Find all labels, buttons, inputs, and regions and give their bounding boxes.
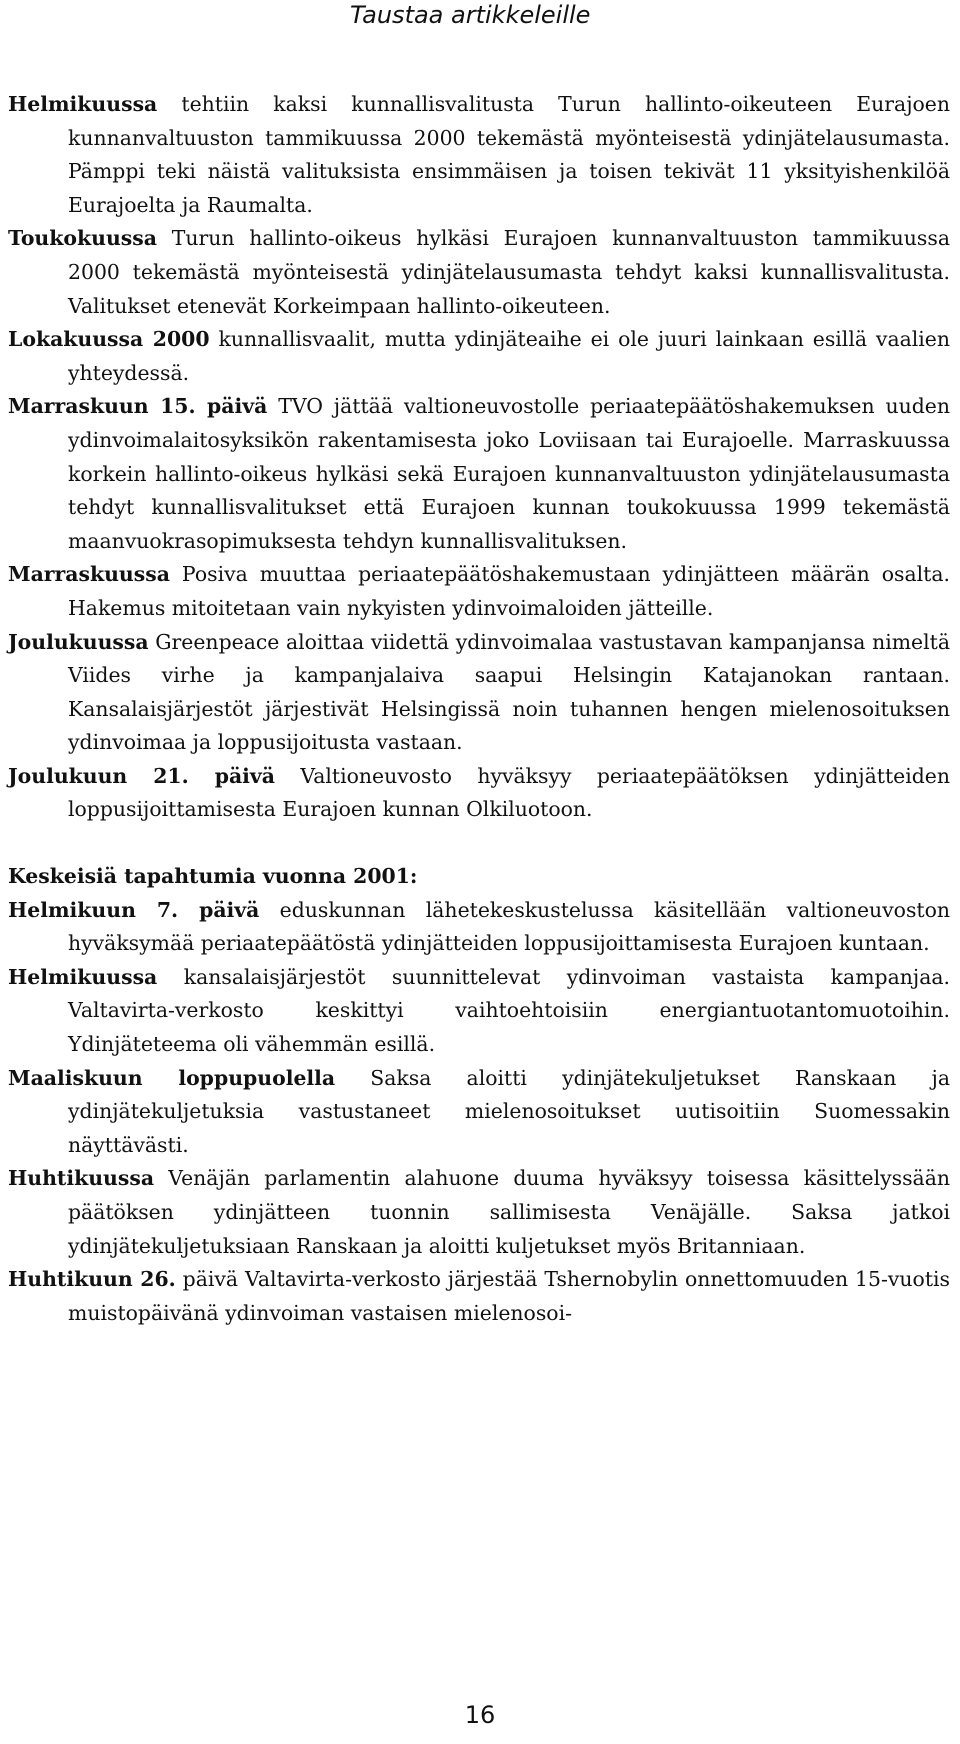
entry-text: Valtioneuvosto hyväksyy periaatepäätöksen ydinjätteiden loppusijoittamisesta Eurajoen kunnan Olkiluotoon. xyxy=(68,763,950,822)
timeline-entry xyxy=(8,1062,950,1163)
entry-date: Joulukuun 21. päivä xyxy=(8,763,275,788)
entry-date: Marraskuun 15. päivä xyxy=(8,394,268,419)
timeline-entry xyxy=(8,894,950,961)
timeline-entry xyxy=(8,88,950,222)
section-header: Taustaa artikkeleille xyxy=(350,1,591,29)
timeline-entry xyxy=(8,558,950,625)
timeline-entry xyxy=(8,1263,950,1330)
entry-date: Huhtikuussa xyxy=(8,1166,155,1191)
entry-date: Huhtikuun 26. xyxy=(8,1267,176,1292)
timeline-entry xyxy=(8,626,950,760)
entry-text: Posiva muuttaa periaatepäätöshakemustaan ydinjätteen määrän osalta. Hakemus mitoitetaan vain nykyisten ydinvoimaloiden jätteille. xyxy=(68,562,950,620)
timeline-entry xyxy=(8,222,950,323)
entry-text: Turun hallinto-oikeus hylkäsi Eurajoen kunnanvaltuuston tammikuussa 2000 tekemästä myönteisestä ydinjätelausumasta tehdyt kaksi kunnallisvalitusta. Valitukset etenevät Korkeimpaan hallinto-oikeuteen. xyxy=(68,226,950,318)
entry-date: Helmikuun 7. päivä xyxy=(8,897,260,922)
timeline-entry xyxy=(8,760,950,827)
entry-date: Joulukuussa xyxy=(8,629,149,654)
timeline-entry xyxy=(8,1162,950,1263)
entry-date: Maaliskuun loppupuolella xyxy=(8,1065,336,1090)
entry-text: TVO jättää valtioneuvostolle periaatepäätöshakemuksen uuden ydinvoimalaitosyksikön rakentamisesta joko Loviisaan tai Eurajoelle. Marraskuussa korkein hallinto-oikeus hylkäsi sekä Eurajoen kunnanvaltuuston ydinjätelausumasta tehdyt kunnallisvalitukset että Eurajoen kunnan toukokuussa 1999 tekemästä maanvuokrasopimuksesta tehdyn kunnallisvalituksen. xyxy=(68,394,951,553)
entry-text: kunnallisvaalit, mutta ydinjäteaihe ei ole juuri lainkaan esillä vaalien yhteydessä. xyxy=(68,327,951,385)
entry-text: kansalaisjärjestöt suunnittelevat ydinvoiman vastaista kampanjaa. Valtavirta-verkosto keskittyi vaihtoehtoisiin energiantuotantomuotoihin. Ydinjäteteema oli vähemmän esillä. xyxy=(68,964,950,1057)
entry-text: Venäjän parlamentin alahuone duuma hyväksyy toisessa käsittelyssään päätöksen ydinjätteen tuonnin sallimisesta Venäjälle. Saksa jatkoi ydinjätekuljetuksiaan Ranskaan ja aloitti kuljetukset myös Britanniaan. xyxy=(68,1166,950,1258)
entry-date: Helmikuussa xyxy=(8,964,158,989)
timeline-entry xyxy=(8,390,950,558)
entry-date: Helmikuussa xyxy=(8,92,158,116)
timeline-entry xyxy=(8,323,950,390)
entry-date: Lokakuussa 2000 xyxy=(8,327,210,352)
entry-date: Marraskuussa xyxy=(8,562,170,587)
entry-text: tehtiin kaksi kunnallisvalitusta Turun hallinto-oikeuteen Eurajoen kunnanvaltuuston tammikuussa 2000 tekemästä myönteisestä ydinjätelausumasta. Pämppi teki näistä valituksista ensimmäisen ja toisen tekivät 11 yksityishenkilöä Eurajoelta ja Raumalta. xyxy=(68,92,950,217)
entry-date: Toukokuussa xyxy=(8,226,157,251)
entry-text: eduskunnan lähetekeskustelussa käsitellään valtioneuvoston hyväksymää periaatepäätöstä ydinjätteiden loppusijoittamisesta Eurajoen kuntaan. xyxy=(68,897,951,956)
timeline-entry xyxy=(8,961,950,1062)
entry-text: päivä Valtavirta-verkosto järjestää Tshernobylin onnettomuuden 15-vuotis muistopäivänä ydinvoiman vastaisen mielenosoi- xyxy=(68,1267,950,1325)
entry-text: Saksa aloitti ydinjätekuljetukset Ranskaan ja ydinjätekuljetuksia vastustaneet mielenosoitukset uutisoitiin Suomessakin näyttävästi. xyxy=(68,1065,950,1157)
article-body xyxy=(8,88,950,1330)
entry-text: Greenpeace aloittaa viidettä ydinvoimalaa vastustavan kampanjansa nimeltä Viides virhe ja kampanjalaiva saapui Helsingin Katajanokan rantaan. Kansalaisjärjestöt järjestivät Helsingissä noin tuhannen hengen mielenosoituksen ydinvoimaa ja loppusijoitusta vastaan. xyxy=(68,629,950,755)
section-heading: Keskeisiä tapahtumia vuonna 2001: xyxy=(8,864,418,889)
page-number: 16 xyxy=(464,1701,496,1729)
